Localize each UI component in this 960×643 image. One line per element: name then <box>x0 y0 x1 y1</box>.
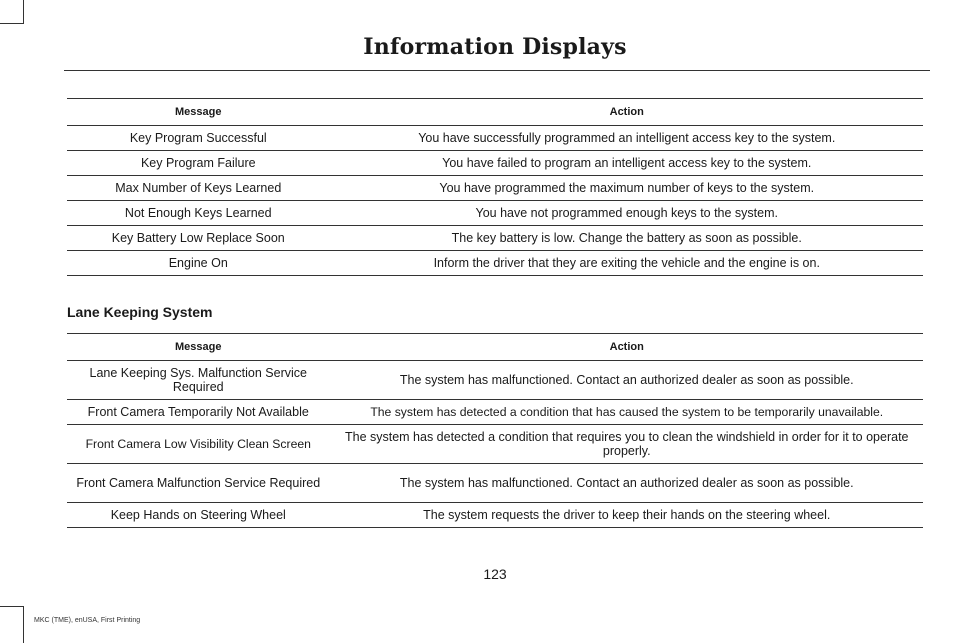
page-number: 123 <box>483 566 507 582</box>
header-divider <box>64 70 930 71</box>
section-heading: Lane Keeping System <box>67 304 213 320</box>
action-cell: The key battery is low. Change the battery as soon as possible. <box>330 226 923 251</box>
message-cell: Key Battery Low Replace Soon <box>67 226 330 251</box>
table-row <box>67 464 923 503</box>
message-cell: Key Program Successful <box>67 126 330 151</box>
action-cell: The system has malfunctioned. Contact an authorized dealer as soon as possible. <box>330 464 923 503</box>
table-row <box>67 176 923 201</box>
table-row <box>67 126 923 151</box>
table-row <box>67 151 923 176</box>
action-cell: The system has detected a condition that requires you to clean the windshield in order for it to operate properly. <box>330 425 923 464</box>
table-header-row <box>67 99 923 126</box>
key-messages-table <box>67 98 923 276</box>
column-header-message: Message <box>67 99 330 126</box>
crop-mark <box>0 23 24 24</box>
message-cell: Front Camera Temporarily Not Available <box>67 400 330 425</box>
action-cell: The system has malfunctioned. Contact an authorized dealer as soon as possible. <box>330 361 923 400</box>
page-title: Information Displays <box>363 34 627 60</box>
table-row <box>67 226 923 251</box>
message-cell: Not Enough Keys Learned <box>67 201 330 226</box>
action-cell: The system has detected a condition that has caused the system to be temporarily unavailable. <box>330 400 923 425</box>
action-cell: You have failed to program an intelligent access key to the system. <box>330 151 923 176</box>
crop-mark <box>0 606 24 607</box>
crop-mark <box>23 0 24 24</box>
message-cell: Engine On <box>67 251 330 276</box>
column-header-message: Message <box>67 334 330 361</box>
message-cell: Lane Keeping Sys. Malfunction Service Required <box>67 361 330 400</box>
action-cell: You have successfully programmed an intelligent access key to the system. <box>330 126 923 151</box>
message-cell: Front Camera Malfunction Service Required <box>67 464 330 503</box>
column-header-action: Action <box>330 334 923 361</box>
crop-mark <box>23 606 24 643</box>
message-cell: Keep Hands on Steering Wheel <box>67 503 330 528</box>
table-row <box>67 400 923 425</box>
action-cell: You have not programmed enough keys to the system. <box>330 201 923 226</box>
table-row <box>67 425 923 464</box>
table-row <box>67 503 923 528</box>
message-cell: Key Program Failure <box>67 151 330 176</box>
table-row <box>67 361 923 400</box>
action-cell: The system requests the driver to keep their hands on the steering wheel. <box>330 503 923 528</box>
column-header-action: Action <box>330 99 923 126</box>
table-header-row <box>67 334 923 361</box>
table-row <box>67 201 923 226</box>
action-cell: Inform the driver that they are exiting the vehicle and the engine is on. <box>330 251 923 276</box>
edition-footer: MKC (TME), enUSA, First Printing <box>34 617 141 624</box>
message-cell: Max Number of Keys Learned <box>67 176 330 201</box>
message-cell: Front Camera Low Visibility Clean Screen <box>67 425 330 464</box>
action-cell: You have programmed the maximum number of keys to the system. <box>330 176 923 201</box>
table-row <box>67 251 923 276</box>
lane-keeping-messages-table <box>67 333 923 528</box>
